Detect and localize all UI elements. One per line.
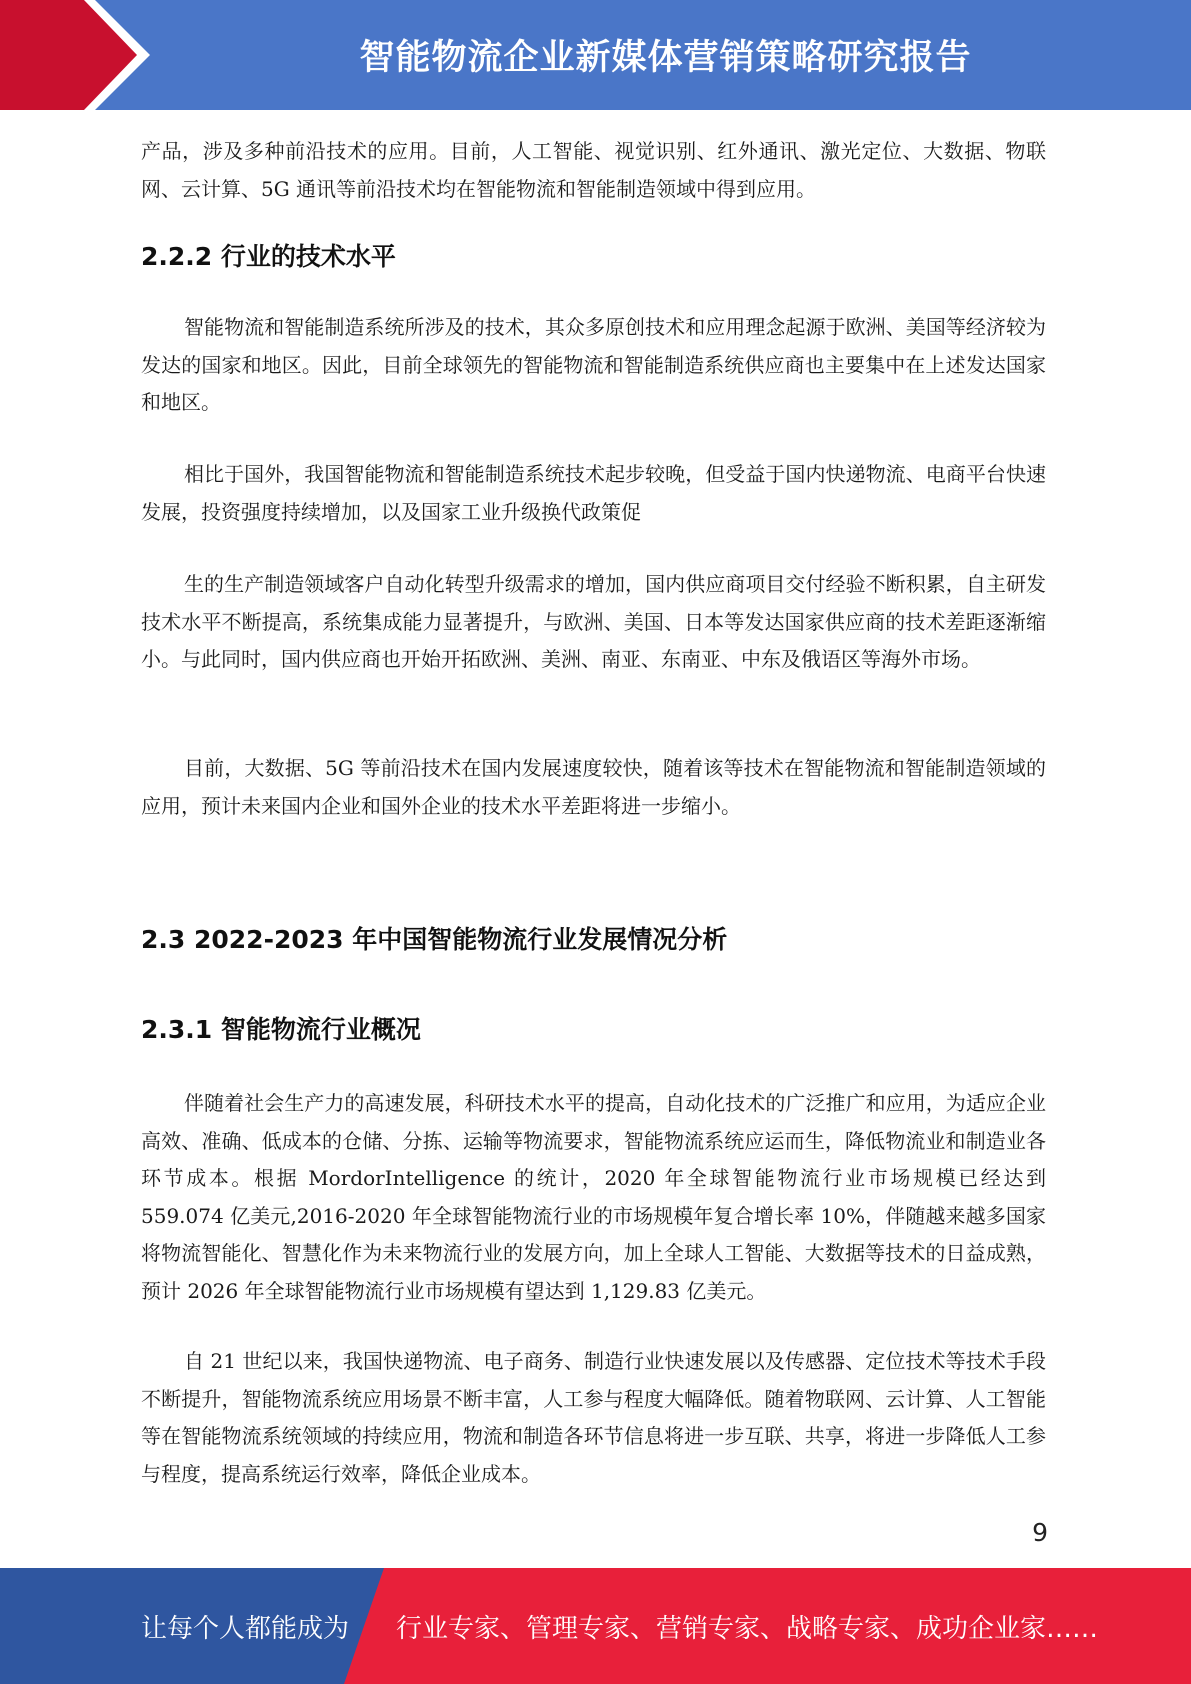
section-heading-2-3: 2.3 2022-2023 年中国智能物流行业发展情况分析 (141, 925, 728, 954)
paragraph-tech-origin: 智能物流和智能制造系统所涉及的技术，其众多原创技术和应用理念起源于欧洲、美国等经济较为发达的国家和地区。因此，目前全球领先的智能物流和智能制造系统供应商也主要集中在上述发达国家和地区。 (141, 315, 1046, 414)
report-title: 智能物流企业新媒体营销策略研究报告 (359, 38, 972, 78)
paragraph-china-development: 自 21 世纪以来，我国快递物流、电子商务、制造行业快速发展以及传感器、定位技术等技术手段不断提升，智能物流系统应用场景不断丰富，人工参与程度大幅降低。随着物联网、云计算、人工智能等在智能物流系统领域的持续应用，物流和制造各环节信息将进一步互联、共享，将进一步降低人工参与程度，提高系统运行效率，降低企业成本。 (141, 1349, 1046, 1486)
header-arrow-decoration (0, 0, 160, 110)
paragraph-future-outlook: 目前，大数据、5G 等前沿技术在国内发展速度较快，随着该等技术在智能物流和智能制造领域的应用，预计未来国内企业和国外企业的技术水平差距将进一步缩小。 (141, 756, 1046, 818)
section-heading-2-3-1: 2.3.1 智能物流行业概况 (141, 1015, 421, 1044)
paragraph-intro: 产品，涉及多种前沿技术的应用。目前，人工智能、视觉识别、红外通讯、激光定位、大数据、物联网、云计算、5G 通讯等前沿技术均在智能物流和智能制造领域中得到应用。 (141, 139, 1046, 201)
footer-slogan-left: 让每个人都能成为 (141, 1613, 350, 1644)
paragraph-domestic-tech: 相比于国外，我国智能物流和智能制造系统技术起步较晚，但受益于国内快递物流、电商平台快速发展，投资强度持续增加，以及国家工业升级换代政策促 (141, 462, 1046, 524)
paragraph-industry-overview: 伴随着社会生产力的高速发展，科研技术水平的提高，自动化技术的广泛推广和应用，为适应企业高效、准确、低成本的仓储、分拣、运输等物流要求，智能物流系统应运而生，降低物流业和制造业各环节成本。根据 MordorIntelligence 的统计，2020 年全球智能物流行业市场规模已经达到 559.074 亿美元,2016-2020 年全球智能物流行业的市场规模年复合增长率 10%，伴随越来越多国家将物流智能化、智慧化作为未来物流行业的发展方向，加上全球人工智能、大数据等技术的日益成熟，预计 2026 年全球智能物流行业市场规模有望达到 1,129.83 亿美元。 (141, 1091, 1046, 1303)
section-heading-2-2-2: 2.2.2 行业的技术水平 (141, 242, 396, 271)
footer-slogan-right: 行业专家、管理专家、营销专家、战略专家、成功企业家…… (396, 1613, 1099, 1644)
paragraph-domestic-progress: 生的生产制造领域客户自动化转型升级需求的增加，国内供应商项目交付经验不断积累，自主研发技术水平不断提高，系统集成能力显著提升，与欧洲、美国、日本等发达国家供应商的技术差距逐渐缩小。与此同时，国内供应商也开始开拓欧洲、美洲、南亚、东南亚、中东及俄语区等海外市场。 (141, 572, 1046, 671)
page-footer (0, 1568, 1191, 1684)
page-header (0, 0, 1191, 110)
page-number: 9 (1032, 1518, 1048, 1547)
